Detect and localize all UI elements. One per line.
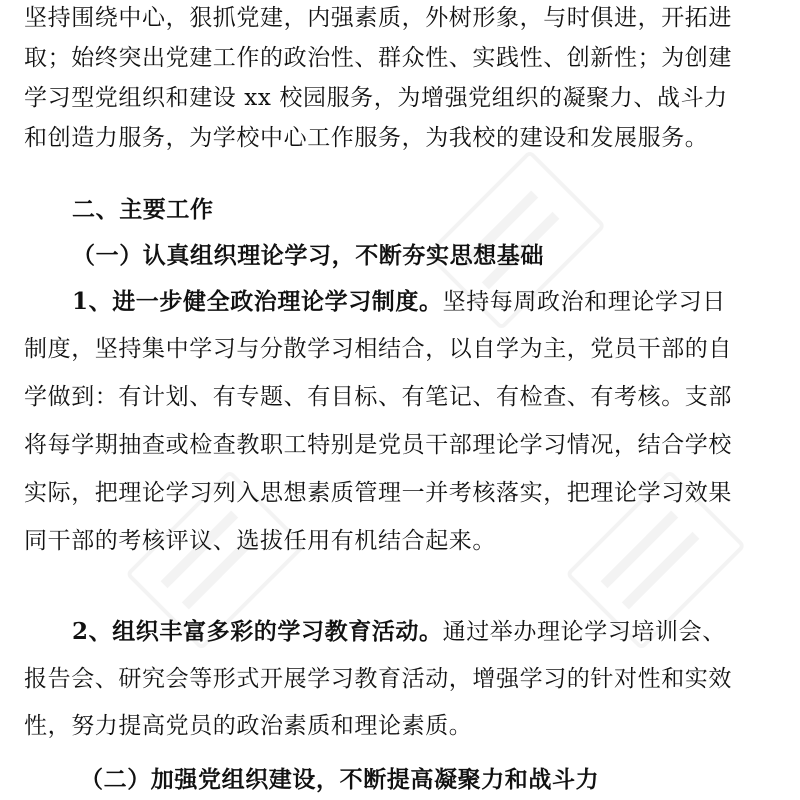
paragraph-line: 同干部的考核评议、选拔任用有机结合起来。: [24, 528, 496, 554]
paragraph-line: 制度，坚持集中学习与分散学习相结合，以自学为主，党员干部的自: [24, 336, 732, 362]
paragraph-line: 性，努力提高党员的政治素质和理论素质。: [24, 713, 473, 739]
paragraph-line: 取；始终突出党建工作的政治性、群众性、实践性、创新性；为创建: [24, 45, 732, 71]
paragraph-line: 将每学期抽查或检查教职工特别是党员干部理论学习情况，结合学校: [24, 432, 732, 458]
paragraph-line: 报告会、研究会等形式开展学习教育活动，增强学习的针对性和实效: [24, 666, 732, 692]
item-text: 坚持每周政治和理论学习日: [442, 289, 726, 315]
paragraph-line: 学习型党组织和建设 xx 校园服务，为增强党组织的凝聚力、战斗力: [24, 85, 728, 111]
paragraph-line: 坚持围绕中心，狠抓党建，内强素质，外树形象，与时俱进，开拓进: [24, 5, 732, 31]
subsection-heading: （二）加强党组织建设，不断提高凝聚力和战斗力: [80, 766, 600, 793]
item-first-line: [0, 612, 800, 652]
section-heading: 二、主要工作: [72, 196, 214, 223]
paragraph-line: 学做到：有计划、有专题、有目标、有笔记、有检查、有考核。支部: [24, 384, 732, 410]
item-title: 1、进一步健全政治理论学习制度。: [72, 288, 443, 315]
paragraph-line: 实际，把理论学习列入思想素质管理一并考核落实，把理论学习效果: [24, 480, 732, 506]
item-first-line: [0, 282, 800, 322]
paragraph-line: 和创造力服务，为学校中心工作服务，为我校的建设和发展服务。: [24, 125, 709, 151]
subsection-heading: （一）认真组织理论学习，不断夯实思想基础: [72, 242, 544, 269]
item-title: 2、组织丰富多彩的学习教育活动。: [72, 618, 443, 645]
item-text: 通过举办理论学习培训会、: [442, 619, 726, 645]
